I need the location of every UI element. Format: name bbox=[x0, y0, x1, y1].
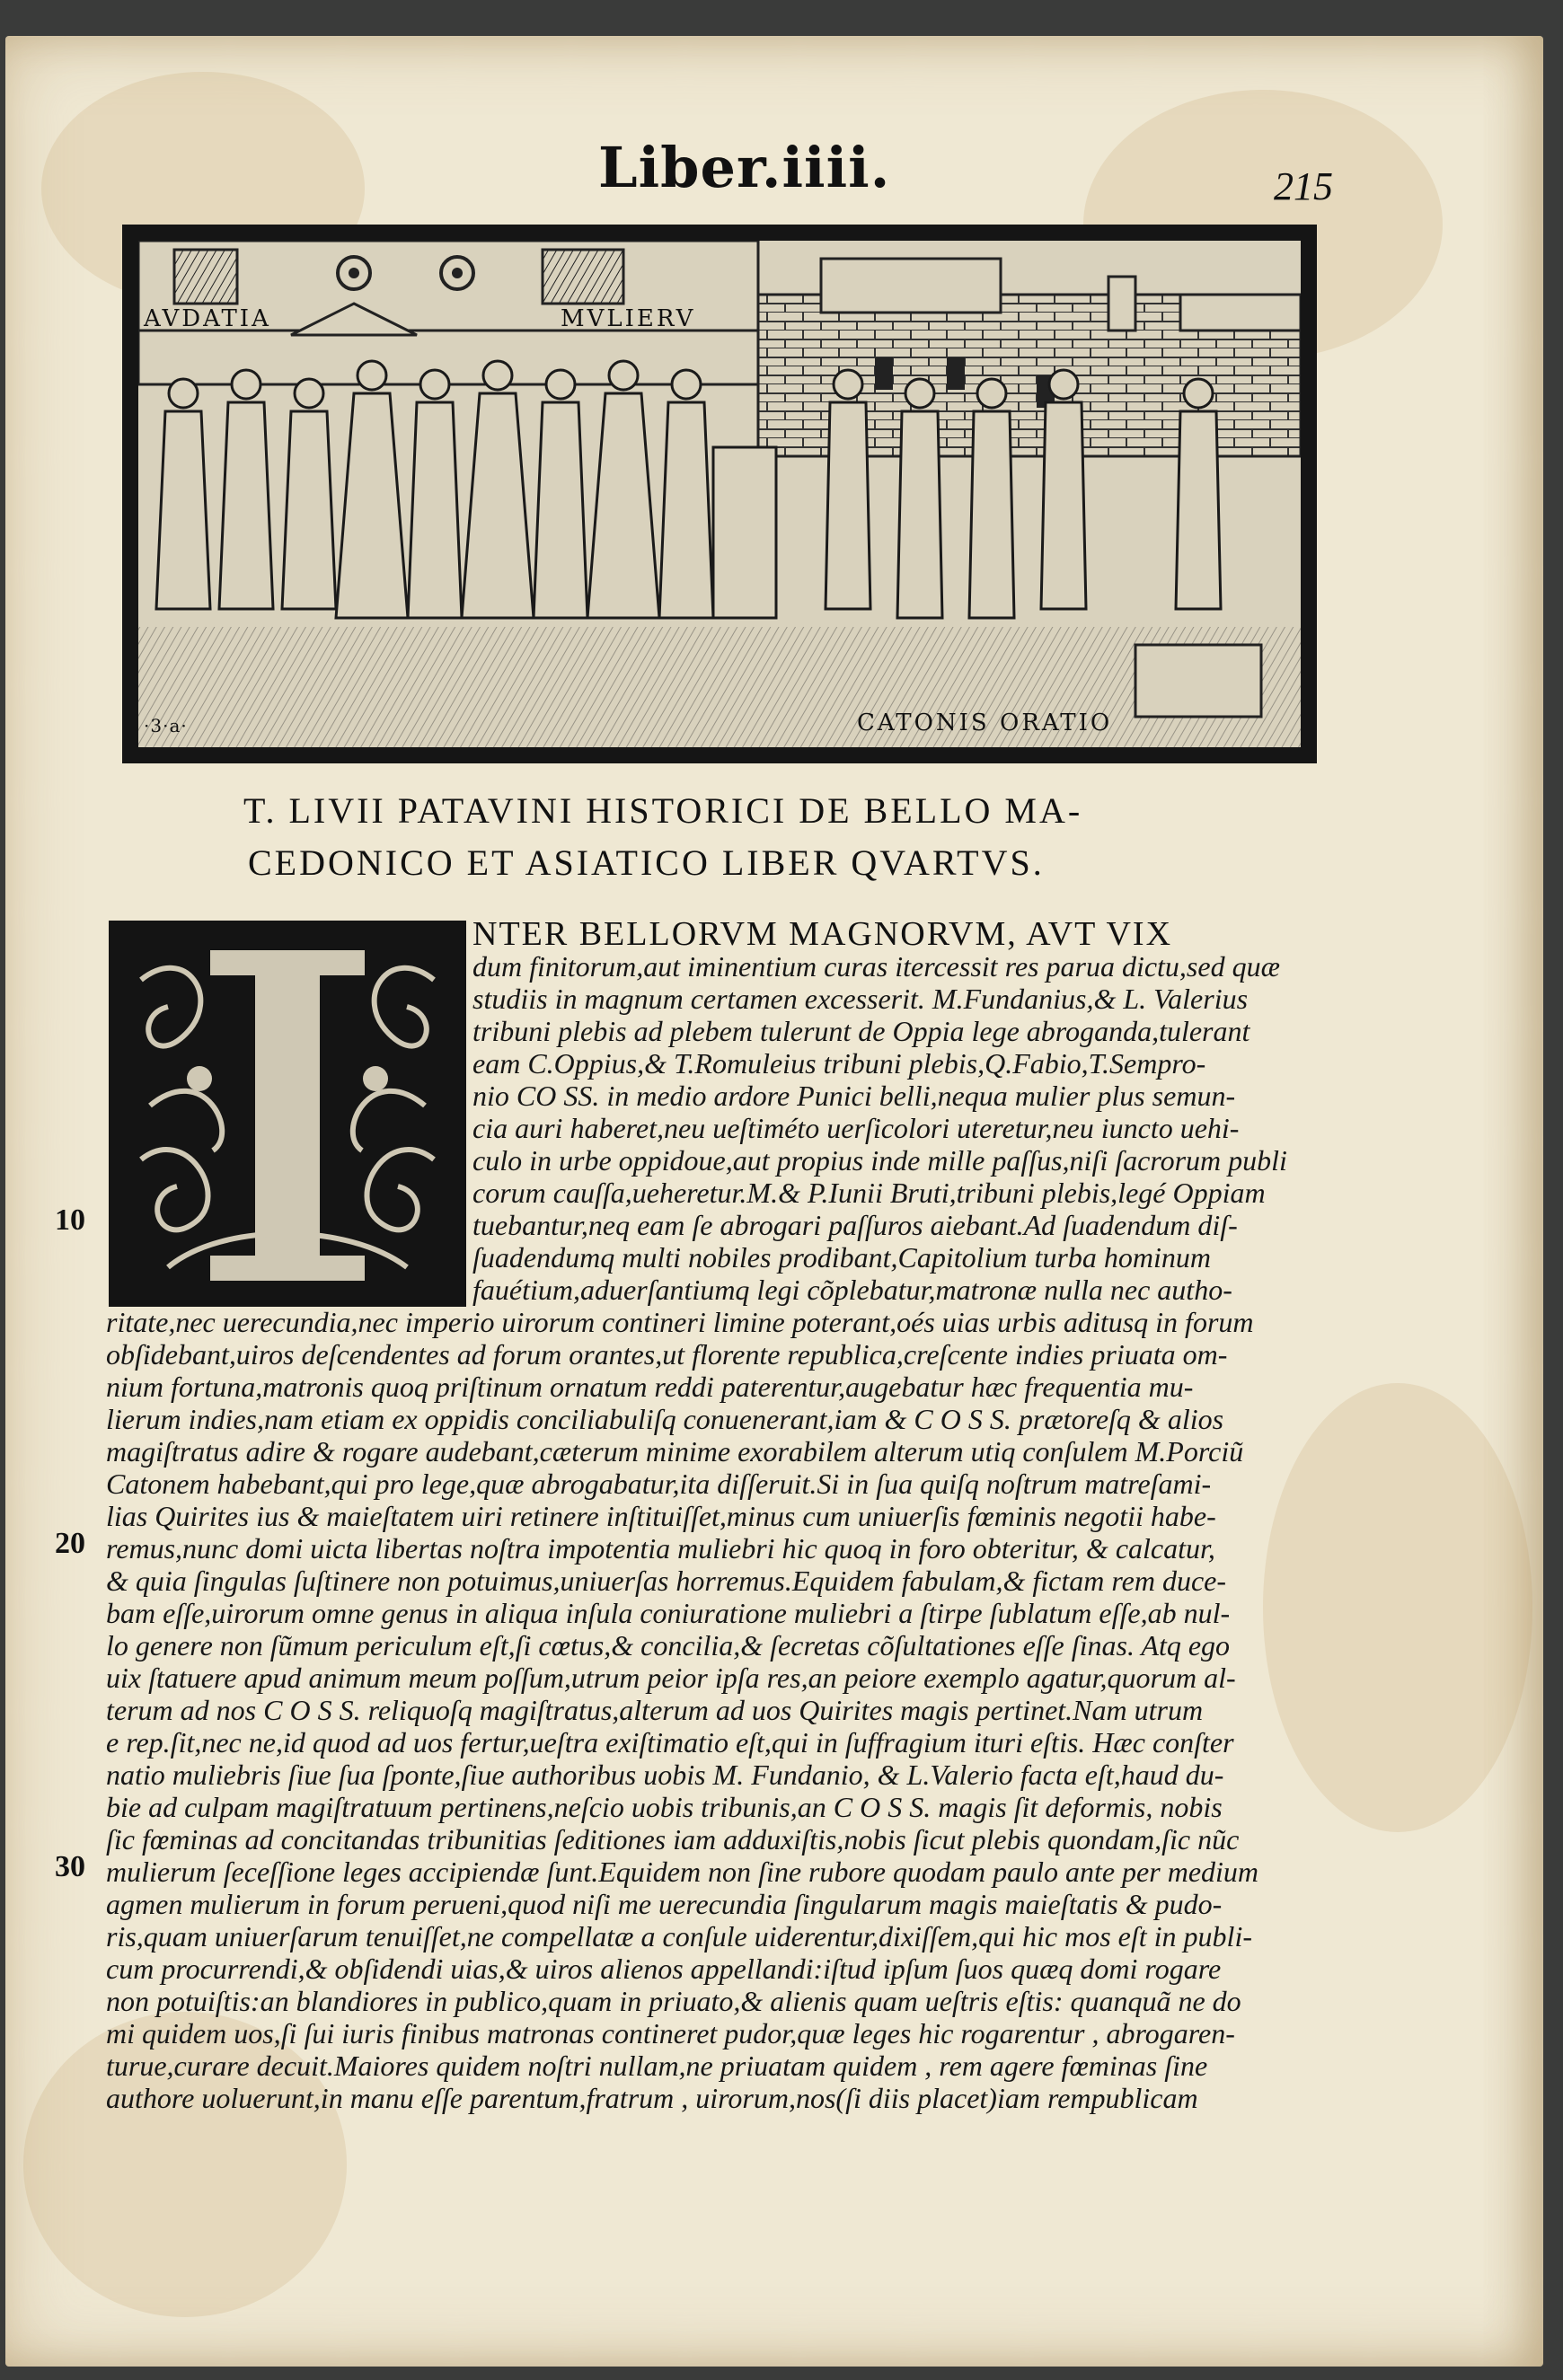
chapter-title-line: CEDONICO ET ASIATICO LIBER QVARTVS. bbox=[248, 842, 1045, 883]
text-line: uix ſtatuere apud animum meum poſſum,utrum peior ipſa res,an peiore exemplo agatur,quorum al- bbox=[106, 1662, 1236, 1694]
text-line: authore uoluerunt,in manu eſſe parentum,fratrum , uirorum,nos(ſi diis placet)iam rempublicam bbox=[106, 2082, 1198, 2114]
text-line: ris,quam uniuerſarum tenuiſſet,ne compellatæ a conſule uiderentur,dixiſſem,qui hic mos eſt in publi- bbox=[106, 1920, 1252, 1952]
text-line: & quia ſingulas ſuſtinere non potuimus,uniuerſas horremus.Equidem fabulam,& fictam rem duce- bbox=[106, 1565, 1227, 1597]
text-line: tuebantur,neq eam ſe abrogari paſſuros aiebant.Ad ſuadendum diſ- bbox=[472, 1209, 1238, 1241]
margin-line-number: 30 bbox=[55, 1850, 85, 1883]
chapter-title-line: T. LIVII PATAVINI HISTORICI DE BELLO MA- bbox=[243, 790, 1083, 831]
text-line: e rep.ſit,nec ne,id quod ad uos fertur,ueſtra exiſtimatio eſt,qui in ſuffragium ituri eſtis. Hæc conſter bbox=[106, 1726, 1234, 1759]
paper-stain bbox=[1263, 1383, 1532, 1832]
text-line: nio CO SS. in medio ardore Punici belli,nequa mulier plus semun- bbox=[472, 1080, 1236, 1112]
woodcut-illustration bbox=[122, 225, 1317, 763]
text-line: fauétium,aduerſantiumq legi cõplebatur,matronæ nulla nec autho- bbox=[472, 1274, 1232, 1306]
text-line: lias Quirites ius & maieſtatem uiri retinere inſtituiſſet,minus cum uniuerſis fœminis negotii habe- bbox=[106, 1500, 1216, 1532]
woodcut-drawing bbox=[138, 241, 1301, 747]
ornament-icon bbox=[114, 926, 461, 1301]
text-line: culo in urbe oppidoue,aut propius inde mille paſſus,niſi ſacrorum publi bbox=[472, 1144, 1287, 1177]
text-line: tribuni plebis ad plebem tulerunt de Oppia lege abroganda,tulerant bbox=[472, 1015, 1250, 1047]
first-line-caps: NTER BELLORVM MAGNORVM, AVT VIX bbox=[472, 915, 1173, 953]
woodcut-label-audatia: AVDATIA bbox=[144, 305, 271, 332]
text-line: studiis in magnum certamen excesserit. M.Fundanius,& L. Valerius bbox=[472, 983, 1249, 1015]
text-line: nium fortuna,matronis quoq priſtinum ornatum reddi paterentur,augebatur hæc frequentia mu- bbox=[106, 1371, 1194, 1403]
margin-line-number: 10 bbox=[55, 1203, 85, 1237]
woodcut-label-mulieru: MVLIERV bbox=[561, 305, 696, 332]
text-line: corum cauſſa,ueheretur.M.& P.Iunii Bruti,tribuni plebis,legé Oppiam bbox=[472, 1177, 1266, 1209]
text-line: magiſtratus adire & rogare audebant,cæterum minime exorabilem alterum utiq conſulem M.Porciũ bbox=[106, 1435, 1244, 1468]
text-line: ſuadendumq multi nobiles prodibant,Capitolium turba hominum bbox=[472, 1241, 1211, 1274]
woodcut-label-catonis: CATONIS ORATIO bbox=[857, 710, 1113, 736]
text-line: Catonem habebant,qui pro lege,quæ abrogabatur,ita diſſeruit.Si in ſua quiſq noſtrum matreſami- bbox=[106, 1468, 1212, 1500]
text-line: bam eſſe,uirorum omne genus in aliqua inſula coniuratione muliebri a ſtirpe ſublatum eſſe,ab nul- bbox=[106, 1597, 1231, 1629]
chapter-title bbox=[243, 785, 1375, 889]
page-number: 215 bbox=[1274, 164, 1333, 208]
text-line: terum ad nos C O S S. reliquoſq magiſtratus,alterum ad uos Quirites magis pertinet.Nam utrum bbox=[106, 1694, 1204, 1726]
text-line: non potuiſtis:an blandiores in publico,quam in priuato,& alienis quam ueſtris eſtis: quanquã ne do bbox=[106, 1985, 1241, 2017]
text-line: lo genere non ſũmum periculum eſt,ſi cœtus,& concilia,& ſecretas cõſultationes eſſe ſinas. Atq ego bbox=[106, 1629, 1231, 1662]
text-line: ſic fœminas ad concitandas tribunitias ſeditiones iam adduxiſtis,nobis ſicut plebis quondam,ſic nũc bbox=[106, 1823, 1240, 1856]
text-line: obſidebant,uiros deſcendentes ad forum orantes,ut florente republica,creſcente indies priuata om- bbox=[106, 1338, 1228, 1371]
text-line: cia auri haberet,neu ueſtiméto uerſicolori uteretur,neu iuncto uehi- bbox=[472, 1112, 1240, 1144]
text-line: mi quidem uos,ſi ſui iuris finibus matronas contineret pudor,quæ leges hic rogarentur , abrogaren- bbox=[106, 2017, 1235, 2049]
text-line: agmen mulierum in forum perueni,quod niſi me uerecundia ſingularum magis maieſtatis & pudo- bbox=[106, 1888, 1223, 1920]
text-line: ritate,nec uerecundia,nec imperio uirorum contineri limine poterant,oés uias urbis aditusq in forum bbox=[106, 1306, 1254, 1338]
margin-line-number: 20 bbox=[55, 1527, 85, 1560]
text-line: lierum indies,nam etiam ex oppidis conciliabuliſq conuenerant,iam & C O S S. prætoreſq & alios bbox=[106, 1403, 1224, 1435]
woodcut-scene bbox=[138, 241, 1301, 747]
book-page bbox=[5, 36, 1543, 2367]
running-head: Liber.iiii. bbox=[598, 135, 891, 200]
text-line: natio muliebris ſiue ſua ſponte,ſiue authoribus uobis M. Fundanio, & L.Valerio facta eſt,haud du- bbox=[106, 1759, 1224, 1791]
woodcut-signature: ·3·a· bbox=[144, 715, 188, 736]
text-line: remus,nunc domi uicta libertas noſtra impotentia muliebri hic quoq in foro obteritur, & calcatur, bbox=[106, 1532, 1215, 1565]
text-line: dum finitorum,aut iminentium curas itercessit res parua dictu,sed quæ bbox=[472, 950, 1280, 983]
text-line: mulierum ſeceſſione leges accipiendæ ſunt.Equidem non ſine rubore quodam paulo ante per medium bbox=[106, 1856, 1259, 1888]
text-line: cum procurrendi,& obſidendi uias,& uiros alienos appellandi:iſtud ipſum ſuos quæq domi rogare bbox=[106, 1952, 1222, 1985]
text-line: eam C.Oppius,& T.Romuleius tribuni plebis,Q.Fabio,T.Sempro- bbox=[472, 1047, 1206, 1080]
text-line: bie ad culpam magiſtratuum pertinens,neſcio uobis tribunis,an C O S S. magis ſit deformis, nobis bbox=[106, 1791, 1223, 1823]
text-line: turue,curare decuit.Maiores quidem noſtri nullam,ne priuatam quidem , rem agere fœminas ſine bbox=[106, 2049, 1208, 2082]
decorated-initial bbox=[109, 921, 466, 1307]
